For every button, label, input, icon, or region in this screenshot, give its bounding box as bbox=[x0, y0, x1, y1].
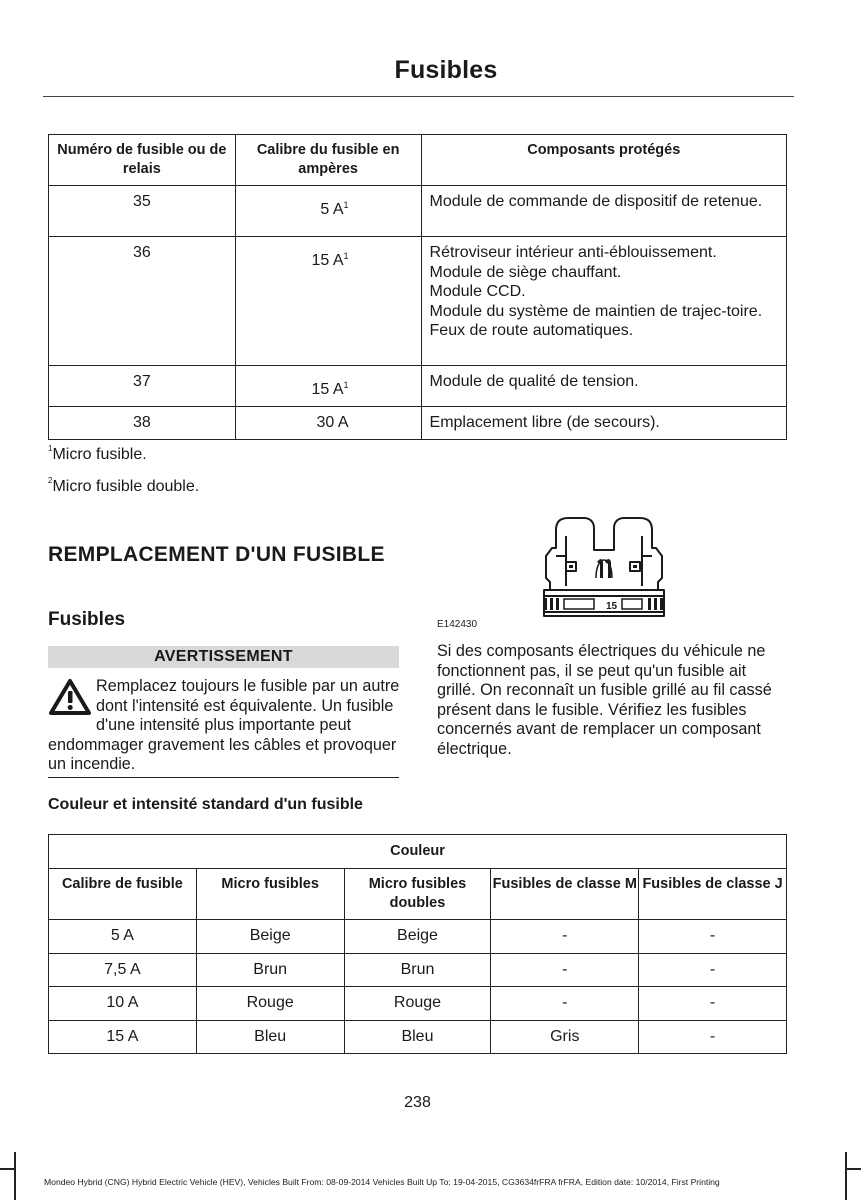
warning-text: Remplacez toujours le fusible par un autre dont l'intensité est équivalente. Un fusible d'une intensité plus importante peut endommager gravement les câbles et provoquer un incendie. bbox=[48, 677, 400, 773]
component-line: Emplacement libre (de secours). bbox=[429, 414, 660, 431]
footnote-mark: 1 bbox=[343, 380, 349, 390]
footnote-text: Micro fusible double. bbox=[52, 478, 200, 495]
footnote-mark: 1 bbox=[343, 200, 349, 210]
color-table-heading: Couleur et intensité standard d'un fusible bbox=[48, 796, 363, 813]
table-cell: - bbox=[639, 1020, 787, 1054]
warning-divider bbox=[48, 777, 399, 778]
column-header-fuse-number: Numéro de fusible ou de relais bbox=[49, 135, 236, 186]
footnote-number: 1 bbox=[48, 444, 53, 453]
table-cell: 15 A bbox=[49, 1020, 197, 1054]
fuse-color-table bbox=[48, 834, 787, 1054]
body-paragraph: Si des composants électriques du véhicule ne fonctionnent pas, il se peut qu'un fusible ait grillé. On reconnaît un fusible grillé au fil cassé présent dans le fusible. Vérifiez les fusibles concernés avant de remplacer un composant électrique. bbox=[437, 642, 772, 758]
fuse-number: 38 bbox=[49, 407, 236, 440]
table-row bbox=[49, 1020, 787, 1054]
crop-mark bbox=[847, 1168, 861, 1170]
table-cell: Bleu bbox=[196, 1020, 344, 1054]
table-cell: Brun bbox=[344, 953, 491, 987]
column-group-header: Couleur bbox=[49, 835, 787, 869]
table-cell: - bbox=[491, 920, 639, 954]
fuse-rating bbox=[235, 237, 421, 366]
warning-text-block bbox=[48, 677, 400, 775]
table-cell: Rouge bbox=[196, 987, 344, 1021]
table-row bbox=[49, 987, 787, 1021]
table-row bbox=[49, 237, 787, 366]
table-cell: Beige bbox=[344, 920, 491, 954]
component-line: Feux de route automatiques. bbox=[429, 322, 634, 339]
component-line: Rétroviseur intérieur anti-éblouissement. bbox=[429, 244, 717, 261]
table-row bbox=[49, 186, 787, 237]
column-header-fuse-rating: Calibre du fusible en ampères bbox=[235, 135, 421, 186]
column-header: Fusibles de classe J bbox=[639, 869, 787, 920]
fuse-table-header-row bbox=[49, 135, 787, 186]
table-cell: 5 A bbox=[49, 920, 197, 954]
column-header: Fusibles de classe M bbox=[491, 869, 639, 920]
table-cell: Gris bbox=[491, 1020, 639, 1054]
protected-components bbox=[421, 366, 786, 407]
footer-text: Mondeo Hybrid (CNG) Hybrid Electric Vehicle (HEV), Vehicles Built From: 08-09-2014 Vehicles Built Up To: 19-04-2015, CG3634frFRA frFRA, Edition date: 10/2014, First Printing bbox=[44, 1177, 720, 1187]
table-cell: Rouge bbox=[344, 987, 491, 1021]
fuse-rating-value: 15 A bbox=[311, 381, 344, 398]
table-cell: - bbox=[639, 953, 787, 987]
footnote-mark: 1 bbox=[343, 251, 349, 261]
fuse-rating bbox=[235, 186, 421, 237]
table-cell: Brun bbox=[196, 953, 344, 987]
fuse-number: 35 bbox=[49, 186, 236, 237]
component-line: Module de commande de dispositif de retenue. bbox=[429, 193, 763, 210]
protected-components bbox=[421, 407, 786, 440]
footnote-number: 2 bbox=[48, 476, 53, 485]
table-row bbox=[49, 407, 787, 440]
warning-title-bar: AVERTISSEMENT bbox=[48, 646, 399, 668]
crop-mark bbox=[14, 1152, 16, 1200]
figure-code: E142430 bbox=[437, 619, 478, 630]
fuse-rating bbox=[235, 366, 421, 407]
color-table-header-row bbox=[49, 869, 787, 920]
fuse-table bbox=[48, 134, 787, 440]
component-line: Module de qualité de tension. bbox=[429, 373, 639, 390]
table-row bbox=[49, 953, 787, 987]
footnote-text: Micro fusible. bbox=[52, 446, 147, 463]
table-cell: - bbox=[491, 953, 639, 987]
table-cell: - bbox=[639, 920, 787, 954]
fuse-rating-label: 15 bbox=[606, 601, 618, 612]
table-cell: Bleu bbox=[344, 1020, 491, 1054]
table-row bbox=[49, 920, 787, 954]
fuse-number: 36 bbox=[49, 237, 236, 366]
page-title: Fusibles bbox=[394, 56, 498, 84]
fuse-rating-value: 5 A bbox=[320, 201, 344, 218]
footnote bbox=[48, 478, 199, 496]
component-line: Module du système de maintien de trajec-toire. bbox=[429, 302, 763, 320]
table-row bbox=[49, 366, 787, 407]
table-cell: 10 A bbox=[49, 987, 197, 1021]
table-cell: Beige bbox=[196, 920, 344, 954]
table-cell: 7,5 A bbox=[49, 953, 197, 987]
section-heading: REMPLACEMENT D'UN FUSIBLE bbox=[48, 543, 385, 566]
crop-mark bbox=[845, 1152, 847, 1200]
table-cell: - bbox=[491, 987, 639, 1021]
color-group-header-row bbox=[49, 835, 787, 869]
title-divider bbox=[43, 96, 794, 97]
fuse-rating bbox=[235, 407, 421, 440]
crop-mark bbox=[0, 1168, 14, 1170]
subsection-heading: Fusibles bbox=[48, 609, 126, 630]
fuse-rating-value: 30 A bbox=[316, 414, 349, 431]
column-header: Calibre de fusible bbox=[49, 869, 197, 920]
protected-components bbox=[421, 186, 786, 237]
column-header-components: Composants protégés bbox=[421, 135, 786, 186]
column-header: Micro fusibles bbox=[196, 869, 344, 920]
footnote bbox=[48, 446, 147, 464]
table-cell: - bbox=[639, 987, 787, 1021]
fuse-number: 37 bbox=[49, 366, 236, 407]
protected-components bbox=[421, 237, 786, 366]
column-header: Micro fusibles doubles bbox=[344, 869, 491, 920]
component-line: Module de siège chauffant. bbox=[429, 263, 622, 281]
blade-fuse-illustration bbox=[540, 516, 668, 620]
warning-triangle-icon bbox=[48, 678, 94, 718]
page-number: 238 bbox=[404, 1094, 431, 1111]
fuse-rating-value: 15 A bbox=[311, 252, 344, 269]
component-line: Module CCD. bbox=[429, 283, 526, 300]
